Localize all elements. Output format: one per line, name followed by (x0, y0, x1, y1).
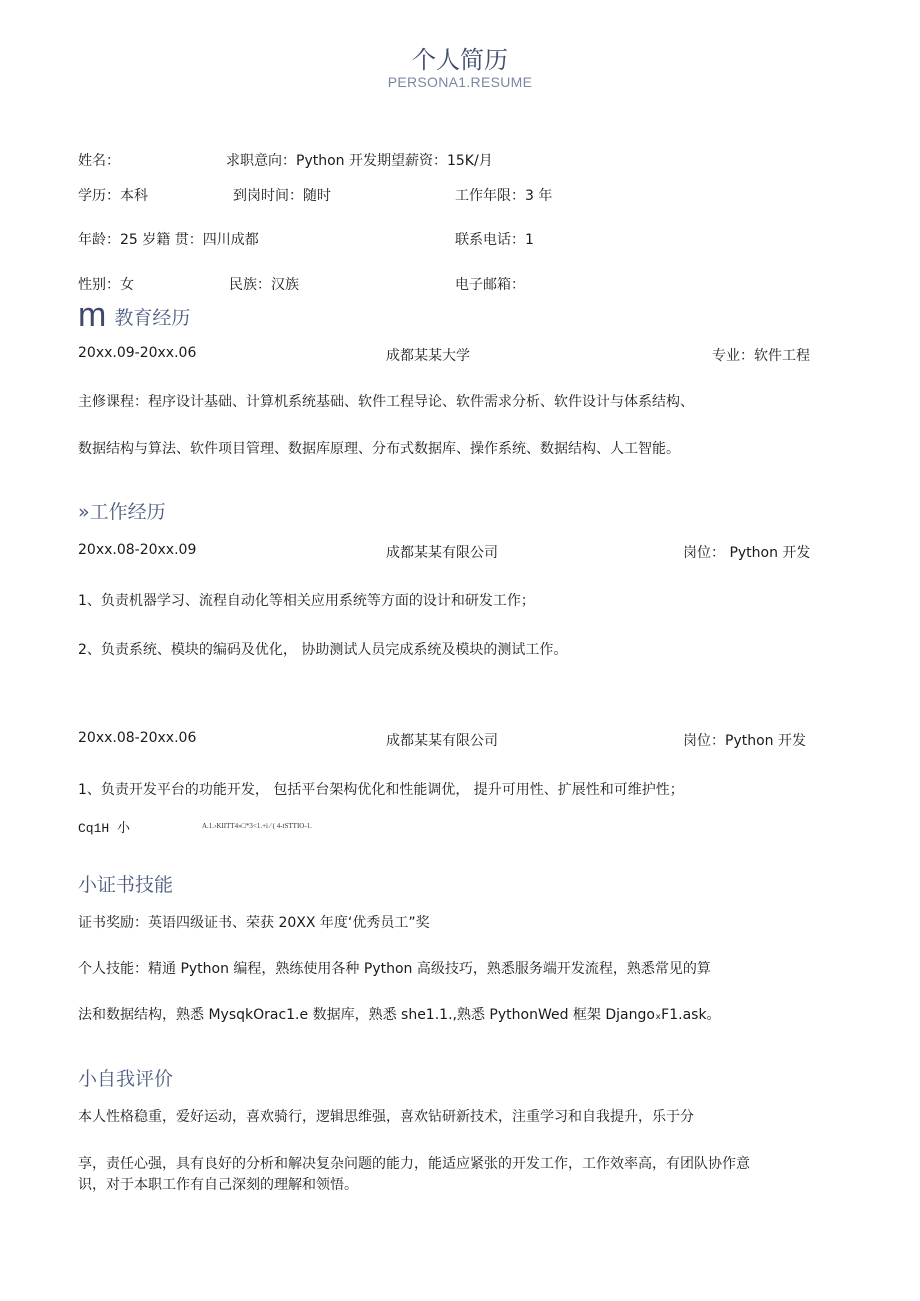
info-ethnicity: 民族：汉族 (229, 277, 299, 293)
education-heading (78, 296, 190, 335)
info-name: 姓名： (78, 153, 120, 169)
work-heading: »工作经历 (78, 501, 166, 523)
skills-certificates: 证书奖励：英语四级证书、荣获 20XX 年度‘优秀员工”奖 (78, 915, 430, 931)
job2-garbled-a: Cq1H 小 (78, 821, 131, 836)
job1-duty-1: 1、负责机器学习、流程自动化等相关应用系统等方面的设计和研发工作； (78, 593, 535, 609)
job1-position: 岗位： Python 开发 (683, 545, 811, 561)
self-eval-line-2: 享，责任心强，具有良好的分析和解决复杂问题的能力，能适应紧张的开发工作，工作效率高，有团队协作意 (78, 1156, 750, 1172)
education-courses-line-1: 主修课程：程序设计基础、计算机系统基础、软件工程导论、软件需求分析、软件设计与体系结构、 (78, 394, 694, 410)
self-eval-line-1: 本人性格稳重，爱好运动，喜欢骑行，逻辑思维强，喜欢钻研新技术，注重学习和自我提升，乐于分 (78, 1109, 694, 1125)
info-phone: 联系电话：1 (455, 232, 534, 248)
skills-heading: 小证书技能 (78, 874, 174, 896)
info-intent: 求职意向：Python 开发期望薪资：15K/月 (226, 153, 493, 169)
resume-subtitle: PERSONA1.RESUME (387, 74, 533, 90)
info-email: 电子邮箱： (455, 277, 525, 293)
education-courses-line-2: 数据结构与算法、软件项目管理、数据库原理、分布式数据库、操作系统、数据结构、人工智能。 (78, 441, 680, 457)
education-icon: m (78, 296, 107, 334)
self-eval-line-3: 识，对于本职工作有自己深刻的理解和领悟。 (78, 1177, 358, 1193)
resume-title: 个人简历 (412, 46, 508, 74)
job2-duty-1: 1、负责开发平台的功能开发， 包括平台架构优化和性能调优， 提升可用性、扩展性和可维护性； (78, 782, 684, 798)
info-years: 工作年限：3 年 (455, 188, 553, 204)
job2-company: 成都某某有限公司 (386, 733, 498, 749)
skills-line-2: 法和数据结构，熟悉 MysqkOrac1.e 数据库，熟悉 she1.1.,熟悉 PythonWed 框架 DjangoₓF1.ask。 (78, 1007, 721, 1023)
info-age-origin: 年龄：25 岁籍 贯：四川成都 (78, 232, 259, 248)
education-period: 20xx.09-20xx.06 (78, 345, 197, 361)
job1-period: 20xx.08-20xx.09 (78, 542, 197, 558)
education-title: 教育经历 (114, 307, 191, 329)
education-school: 成都某某大学 (386, 348, 470, 364)
info-arrival: 到岗时间：随时 (233, 188, 331, 204)
job2-garbled-b: A.1.›KIITT4»□*3<1.+i ⁄ ( 4-tSTTIO-1. (202, 822, 312, 830)
job1-duty-2: 2、负责系统、模块的编码及优化， 协助测试人员完成系统及模块的测试工作。 (78, 642, 568, 658)
job2-position: 岗位：Python 开发 (683, 733, 806, 749)
info-education: 学历：本科 (78, 188, 148, 204)
job1-company: 成都某某有限公司 (386, 545, 498, 561)
skills-line-1: 个人技能：精通 Python 编程，熟练使用各种 Python 高级技巧，熟悉服务端开发流程，熟悉常见的算 (78, 961, 711, 977)
job2-period: 20xx.08-20xx.06 (78, 730, 197, 746)
info-gender: 性别：女 (78, 277, 134, 293)
self-eval-heading: 小自我评价 (78, 1068, 174, 1090)
education-major: 专业：软件工程 (712, 348, 810, 364)
